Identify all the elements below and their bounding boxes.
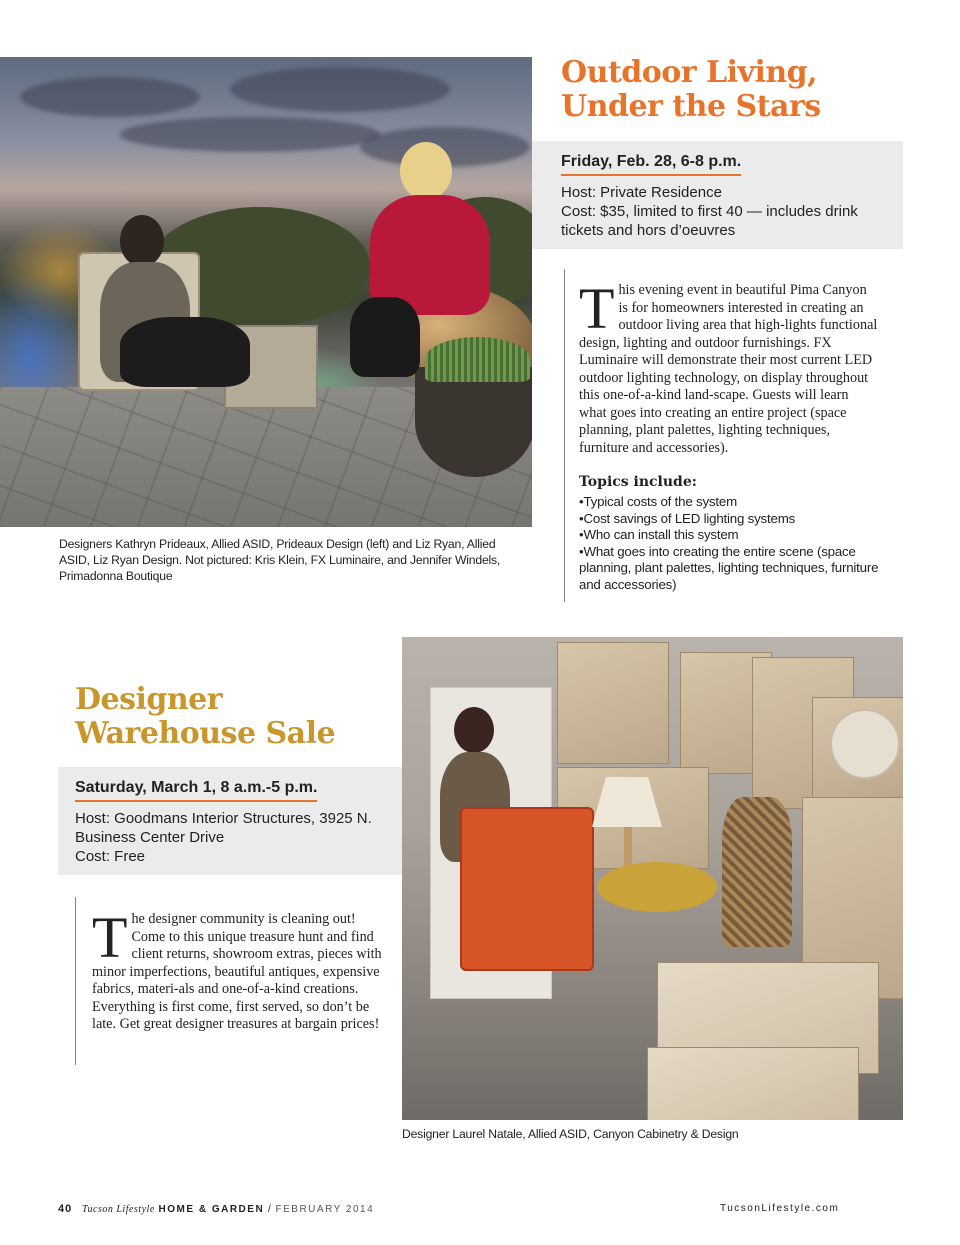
event-info-panel [532,141,903,249]
event-details [561,183,891,240]
event-description [579,276,879,457]
vertical-rule [564,269,565,602]
event-date: Saturday, March 1, 8 a.m.-5 p.m. [75,779,317,802]
drop-cap: T [579,276,615,341]
list-item: • Typical costs of the system [579,494,889,511]
title-line-2: Under the Stars [561,89,821,124]
website-url[interactable]: TucsonLifestyle.com [720,1203,840,1214]
event-host: Host: Goodmans Interior Structures, 3925 N. Business Center Drive [75,810,372,846]
event-title-outdoor-living [561,56,941,124]
list-item: • Who can install this system [579,527,889,544]
page-number: 40 [58,1203,73,1215]
list-item: • Cost savings of LED lighting systems [579,511,889,528]
event-title-warehouse-sale [75,683,395,751]
event-description [92,905,382,1034]
photo-warehouse [402,637,903,1120]
event-details [75,809,395,866]
event-host: Host: Private Residence [561,184,722,201]
list-item: • What goes into creating the entire scene (space planning, plant palettes, lighting techniques, furniture and accessories) [579,544,889,594]
footer-separator: / [267,1204,272,1215]
topics-list [579,494,889,594]
drop-cap: T [92,905,128,970]
title-line-2: Warehouse Sale [75,716,336,751]
event-cost: Cost: Free [75,848,146,865]
magazine-name: Tucson Lifestyle [82,1204,155,1215]
photo-outdoor-living [0,57,532,527]
photo-caption: Designers Kathryn Prideaux, Allied ASID, Prideaux Design (left) and Liz Ryan, Allied ASID, Liz Ryan Design. Not pictured: Kris Klein, FX Luminaire, and Jennifer Windels, Primadonna Boutique [59,537,501,583]
body-text: his evening event in beautiful Pima Canyon is for homeowners interested in creating an outdoor living area that high-lights functional design, lighting and outdoor furnishings. FX Luminaire will demonstrate their most current LED outdoor lighting technology, on display throughout this one-of-a-kind land-scape. Guests will learn what goes into creating an entire project (space planning, plant palettes, lighting techniques, furniture and accessories). [579,282,878,456]
vertical-rule [75,897,76,1065]
title-line-1: Designer [75,682,223,717]
title-line-1: Outdoor Living, [561,55,818,90]
page-footer [58,1203,374,1215]
event-info-panel [58,767,402,875]
event-date: Friday, Feb. 28, 6-8 p.m. [561,153,741,176]
issue-date: FEBRUARY 2014 [275,1204,375,1215]
event-cost: Cost: $35, limited to first 40 — includes drink tickets and hors d’oeuvres [561,203,858,239]
topics-heading: Topics include: [579,474,697,490]
section-name: HOME & GARDEN [158,1204,265,1215]
photo-caption: Designer Laurel Natale, Allied ASID, Canyon Cabinetry & Design [402,1127,739,1141]
body-text: he designer community is cleaning out! Come to this unique treasure hunt and find client returns, showroom extras, pieces with minor imperfections, beautiful antiques, expensive fabrics, materi-als and one-of-a-kind creations. Everything is first come, first served, so don’t be late. Get great designer treasures at bargain prices! [92,911,382,1032]
